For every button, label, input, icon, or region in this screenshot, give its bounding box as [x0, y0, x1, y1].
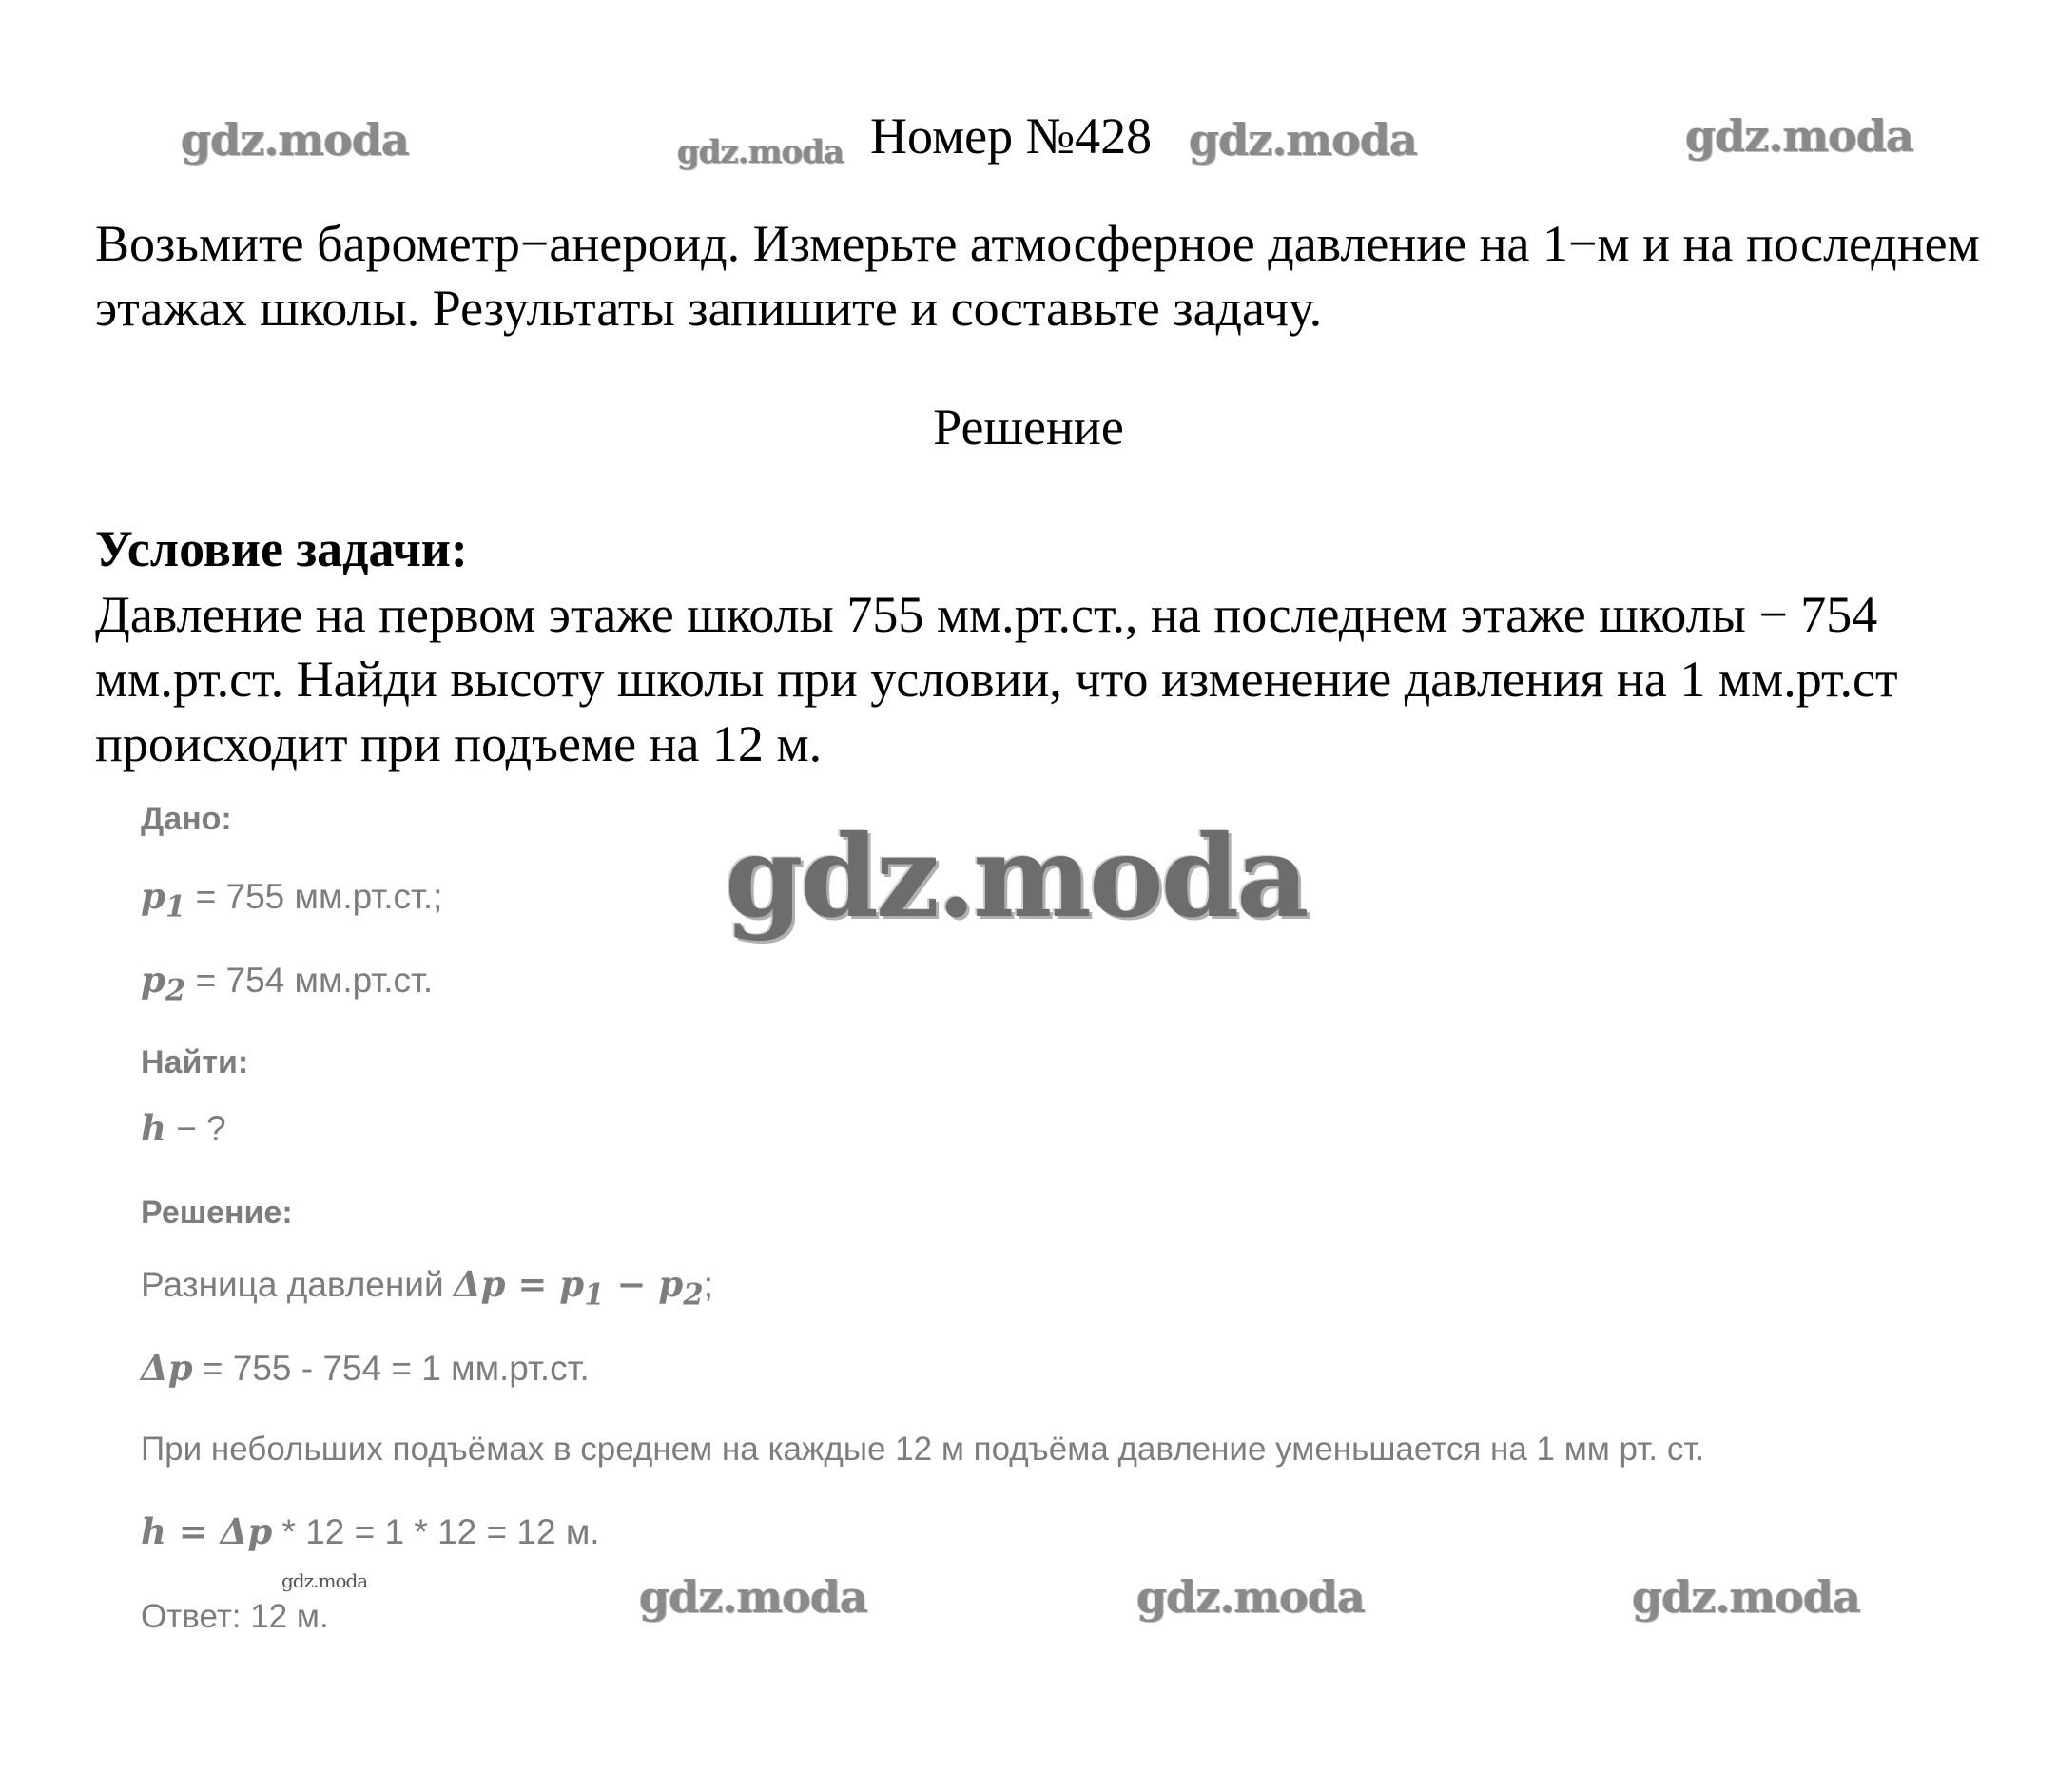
given-p1	[141, 875, 442, 924]
watermark-top-right: gdz.moda	[1685, 110, 1913, 162]
p2-subscript: 2	[165, 973, 186, 1008]
diff-text: Разница давлений	[141, 1265, 454, 1304]
p2-symbol: p	[141, 959, 165, 1001]
pressure-note: При небольших подъёмах в среднем на каждые 12 м подъёма давление уменьшается на 1 мм рт. ст.	[141, 1431, 1705, 1468]
p2-value: = 754 мм.рт.ст.	[185, 961, 434, 1000]
h-calc-dp: Δp	[220, 1510, 273, 1552]
diff-end: ;	[703, 1265, 713, 1304]
answer: Ответ: 12 м.	[141, 1598, 329, 1635]
watermark-bottom-1: gdz.moda	[639, 1571, 867, 1623]
p1-symbol: p	[141, 875, 165, 917]
diff-p2: p	[658, 1263, 684, 1305]
watermark-bottom-3: gdz.moda	[1632, 1571, 1860, 1623]
watermark-top-after-title: gdz.moda	[1189, 114, 1417, 166]
pressure-calculation	[141, 1347, 590, 1389]
find-label: Найти:	[141, 1044, 249, 1081]
p1-subscript: 1	[165, 889, 186, 925]
diff-lhs: Δp	[453, 1263, 506, 1305]
condition-heading: Условие задачи:	[95, 520, 468, 577]
given-p2	[141, 959, 433, 1007]
find-h	[141, 1107, 226, 1149]
calc-symbol: Δp	[141, 1347, 193, 1389]
diff-p2-sub: 2	[683, 1277, 704, 1313]
task-statement: Возьмите барометр−анероид. Измерьте атмосферное давление на 1−м и на последнем этажах школы. Результаты запишите и составьте задачу.	[95, 215, 1980, 337]
h-calc-value: * 12 = 1 * 12 = 12 м.	[272, 1512, 600, 1551]
watermark-bottom-2: gdz.moda	[1136, 1571, 1365, 1623]
diff-p1: p	[559, 1263, 585, 1305]
h-calc-symbol: h	[141, 1510, 166, 1552]
calc-value: = 755 - 754 = 1 мм.рт.ст.	[192, 1349, 590, 1388]
watermark-center-large: gdz.moda	[725, 810, 1307, 943]
watermark-bottom-tiny: gdz.moda	[281, 1569, 368, 1592]
h-calc-eq: =	[165, 1510, 221, 1552]
diff-p1-sub: 1	[584, 1277, 605, 1313]
height-calculation	[141, 1510, 600, 1552]
condition-text: Давление на первом этаже школы 755 мм.рт.ст., на последнем этаже школы − 754 мм.рт.ст. Найди высоту школы при условии, что изменение давления на 1 мм.рт.ст происходит при подъеме на 12 м.	[95, 586, 1898, 772]
solution-heading: Решение	[933, 399, 1124, 456]
pressure-difference-line	[141, 1263, 713, 1312]
solution-label: Решение:	[141, 1195, 293, 1231]
h-symbol: h	[141, 1107, 166, 1149]
given-label: Дано:	[141, 801, 232, 837]
diff-eq: =	[505, 1263, 560, 1305]
find-value: − ?	[165, 1109, 226, 1148]
watermark-top-left: gdz.moda	[181, 114, 409, 166]
watermark-top-small: gdz.moda	[677, 133, 844, 171]
page-title: Номер №428	[870, 107, 1153, 165]
p1-value: = 755 мм.рт.ст.;	[185, 877, 443, 916]
diff-minus: −	[604, 1263, 659, 1305]
